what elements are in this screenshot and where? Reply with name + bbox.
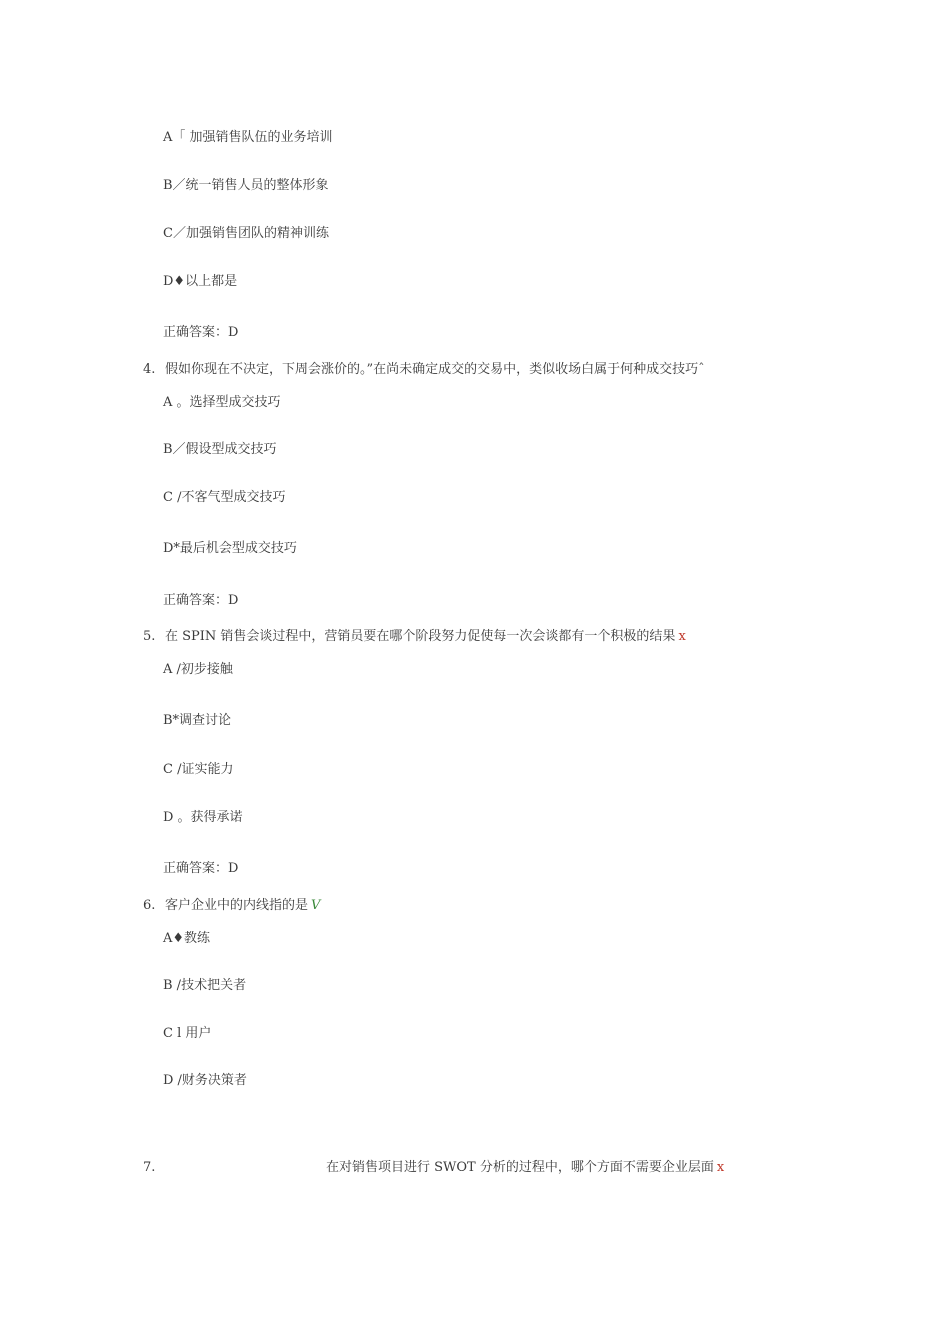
q3-option-d[interactable]: D♦以上都是 <box>163 274 238 289</box>
q6-number: 6. <box>143 898 156 913</box>
q7-wrong-mark: x <box>716 1160 725 1175</box>
q4-mark: ˆ <box>698 362 705 377</box>
q5-option-b[interactable]: B*调查讨论 <box>163 713 232 728</box>
q6-option-a[interactable]: A♦教练 <box>163 931 211 946</box>
q6-question-text: 客户企业中的内线指的是 <box>165 898 309 913</box>
q5-correct-answer: 正确答案：D <box>163 861 239 876</box>
q5-question <box>165 629 686 645</box>
q7-question-text: 在对销售项目进行 SWOT 分析的过程中，哪个方面不需要企业层面 <box>326 1160 714 1175</box>
q5-option-a[interactable]: A /初步接触 <box>163 662 233 677</box>
q4-option-d[interactable]: D*最后机会型成交技巧 <box>163 541 297 556</box>
q4-option-c[interactable]: C /不客气型成交技巧 <box>163 490 286 505</box>
q6-question <box>165 898 320 914</box>
q4-correct-answer: 正确答案：D <box>163 593 239 608</box>
q3-option-c[interactable]: C／加强销售团队的精神训练 <box>163 226 329 241</box>
q6-option-d[interactable]: D /财务决策者 <box>163 1073 247 1088</box>
q5-number: 5. <box>143 629 156 644</box>
q3-correct-answer: 正确答案：D <box>163 325 239 340</box>
q4-question <box>165 362 705 378</box>
q6-correct-mark: V <box>311 898 321 913</box>
q6-option-b[interactable]: B /技术把关者 <box>163 978 247 993</box>
q7-number: 7. <box>143 1160 156 1175</box>
q4-question-text: 假如你现在不决定，下周会涨价的。”在尚未确定成交的交易中，类似收场白属于何种成交技巧 <box>165 362 699 377</box>
q4-option-a[interactable]: A 。选择型成交技巧 <box>163 395 281 410</box>
q3-option-a[interactable]: A「 加强销售队伍的业务培训 <box>163 130 333 145</box>
q6-option-c[interactable]: C l 用户 <box>163 1026 212 1041</box>
q5-question-text: 在 SPIN 销售会谈过程中，营销员要在哪个阶段努力促使每一次会谈都有一个积极的结果 <box>165 629 676 644</box>
q5-option-c[interactable]: C /证实能力 <box>163 762 234 777</box>
q7-question <box>326 1160 724 1176</box>
q5-wrong-mark: x <box>678 629 686 644</box>
q4-option-b[interactable]: B／假设型成交技巧 <box>163 442 277 457</box>
q4-number: 4. <box>143 362 156 377</box>
q5-option-d[interactable]: D 。获得承诺 <box>163 810 243 825</box>
q3-option-b[interactable]: B／统一销售人员的整体形象 <box>163 178 329 193</box>
